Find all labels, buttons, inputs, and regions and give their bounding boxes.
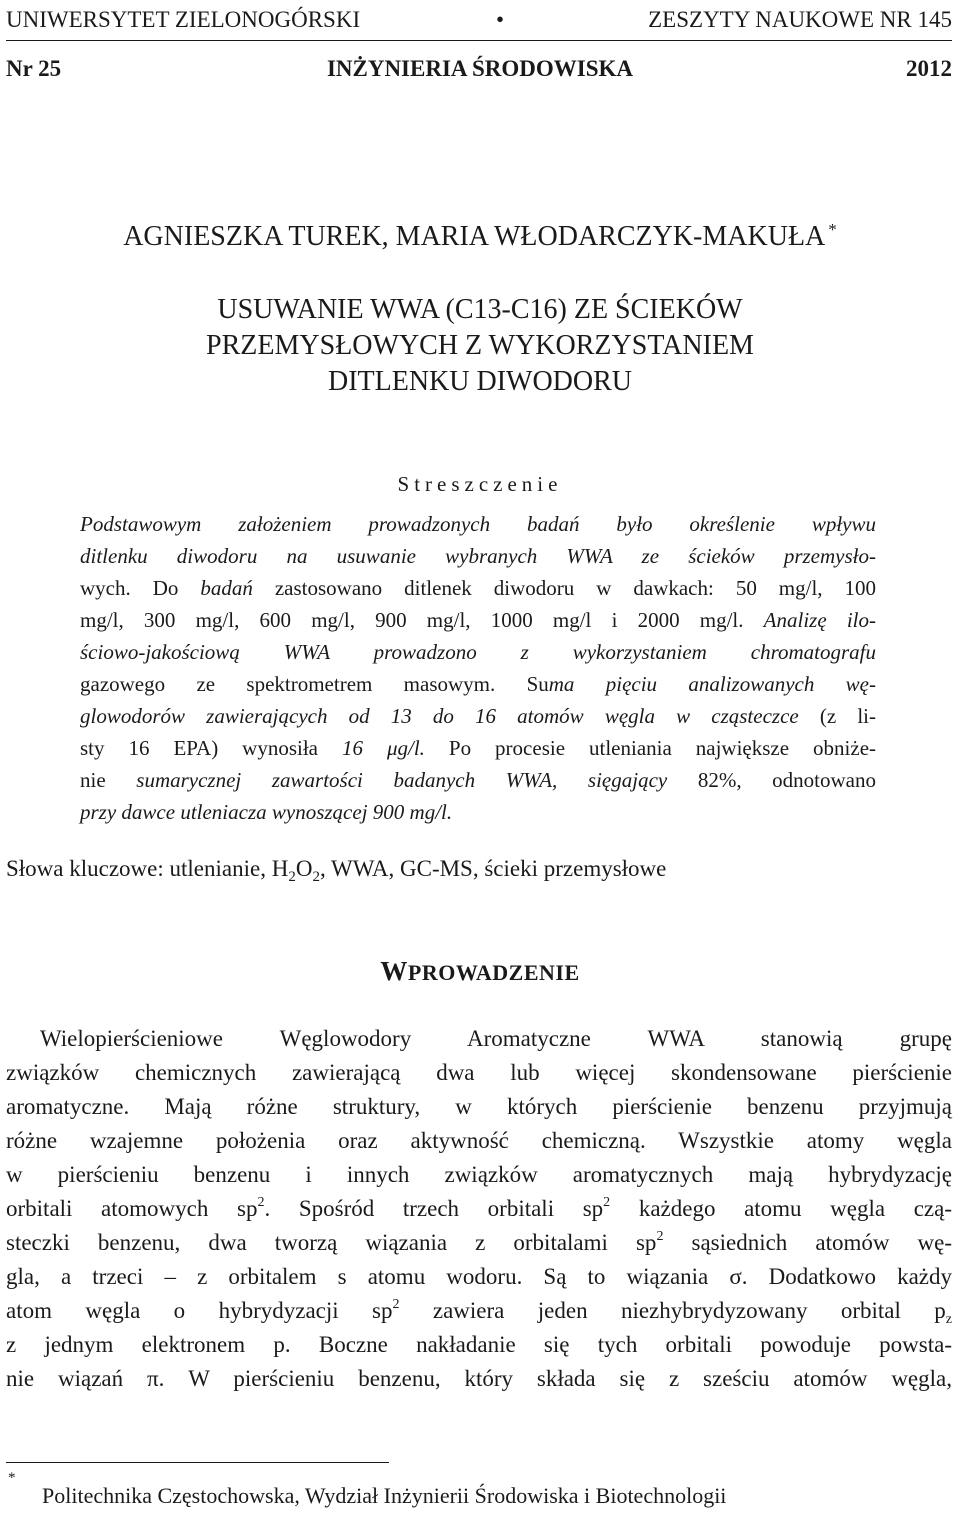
abstract-text: Po procesie utleniania największe obniże- (448, 736, 877, 760)
body-text: sąsiednich atomów wę- (691, 1230, 952, 1255)
abstract-text: (z li- (819, 704, 876, 728)
body-line (6, 1226, 952, 1264)
abstract-line: ditlenku diwodoru na usuwanie wybranych WWA ze ścieków przemysło- (80, 544, 876, 568)
abstract-line (80, 732, 876, 764)
body-line: gla, a trzeci – z orbitalem s atomu wodoru. Są to wiązania σ. Dodatkowo każdy (6, 1264, 952, 1289)
section-heading-initial: W (380, 956, 408, 986)
abstract-line (80, 764, 876, 796)
body-sup: 2 (603, 1195, 611, 1210)
body-text: orbitali atomowych sp (6, 1196, 258, 1221)
body-line: aromatyczne. Mają różne struktury, w których pierścienie benzenu przyjmują (6, 1094, 952, 1119)
authors (0, 220, 960, 257)
body-line (6, 1294, 952, 1332)
abstract-text: gazowego ze spektrometrem masowym. Su (80, 672, 549, 696)
footnote-text: Politechnika Częstochowska, Wydział Inżynierii Środowiska i Biotechnologii (42, 1483, 727, 1508)
header-year: 2012 (906, 56, 952, 81)
body-sup: 2 (392, 1297, 400, 1312)
keywords-text: , WWA, GC-MS, ścieki przemysłowe (319, 856, 667, 881)
body-line: z jednym elektronem p. Boczne nakładanie się tych orbitali powoduje powsta- (6, 1332, 952, 1357)
body-line (6, 1192, 952, 1230)
keywords-text: Słowa kluczowe: utlenianie, H (6, 856, 289, 881)
body-text: zawiera jeden niezhybrydyzowany orbital p (432, 1298, 946, 1323)
abstract-line: ściowo-jakościową WWA prowadzono z wykorzystaniem chromatografu (80, 640, 876, 664)
authors-names: AGNIESZKA TUREK, MARIA WŁODARCZYK-MAKUŁA (123, 221, 826, 252)
abstract-text: zastosowano ditlenek diwodoru w dawkach: 50 mg/l, 100 (274, 576, 877, 600)
body-text: steczki benzenu, dwa tworzą wiązania z orbitalami sp (6, 1230, 657, 1255)
abstract-text: 16 μg/l. (341, 736, 425, 760)
keywords-sub: 2 (288, 869, 296, 885)
abstract-line: Podstawowym założeniem prowadzonych badań było określenie wpływu (80, 512, 876, 536)
header-journal: ZESZYTY NAUKOWE NR 145 (648, 7, 952, 32)
keywords-text: O (295, 856, 313, 881)
body-sup: 2 (257, 1195, 265, 1210)
abstract-text: 82%, odnotowano (697, 768, 876, 792)
abstract-text: ma pięciu analizowanych wę- (548, 672, 876, 696)
abstract-line (80, 604, 876, 636)
header-issue: Nr 25 (6, 56, 62, 81)
header-section: INŻYNIERIA ŚRODOWISKA (326, 56, 634, 81)
title-line: USUWANIE WWA (C13-C16) ZE ŚCIEKÓW (217, 294, 743, 325)
body-text: atom węgla o hybrydyzacji sp (6, 1298, 393, 1323)
abstract-line: przy dawce utleniacza wynoszącej 900 mg/l. (80, 800, 453, 824)
abstract-text: wych. Do (80, 576, 179, 600)
abstract-text: glowodorów zawierających od 13 do 16 atomów węgla w cząsteczce (80, 704, 799, 728)
keywords (6, 856, 667, 885)
body-sub: z (945, 1312, 952, 1327)
abstract-text: sumarycznej zawartości badanych WWA, sięgający (136, 768, 668, 792)
abstract-line (80, 668, 876, 700)
keywords-sub: 2 (312, 869, 320, 885)
body-text: . Spośród trzech orbitali sp (264, 1196, 604, 1221)
body-text: każdego atomu węgla czą- (638, 1196, 953, 1221)
section-heading (0, 956, 960, 987)
header-bullet: • (496, 7, 505, 32)
abstract-line (80, 572, 876, 604)
body-sup: 2 (656, 1229, 664, 1244)
section-heading-rest: PROWADZENIE (407, 960, 580, 985)
abstract-text: nie (80, 768, 106, 792)
footnote-mark: * (8, 1470, 16, 1486)
header-rule (6, 40, 952, 41)
body-line: nie wiązań π. W pierścieniu benzenu, który składa się z sześciu atomów węgla, (6, 1366, 952, 1391)
body-line: w pierścieniu benzenu i innych związków aromatycznych mają hybrydyzację (6, 1162, 952, 1187)
abstract-heading: Streszczenie (397, 472, 563, 496)
title-line: PRZEMYSŁOWYCH Z WYKORZYSTANIEM (206, 330, 754, 361)
abstract-text: Analizę ilo- (763, 608, 876, 632)
authors-footnote-mark: * (828, 220, 837, 239)
abstract-text: mg/l, 300 mg/l, 600 mg/l, 900 mg/l, 1000 mg/l i 2000 mg/l. (80, 608, 744, 632)
abstract-text: sty 16 EPA) wynosiła (80, 736, 318, 760)
header-university: UNIWERSYTET ZIELONOGÓRSKI (6, 7, 361, 32)
paper-title (0, 292, 960, 400)
body-line: Wielopierścieniowe Węglowodory Aromatyczne WWA stanowią grupę (40, 1026, 952, 1051)
abstract-text: badań (200, 576, 253, 600)
body-line: różne wzajemne położenia oraz aktywność chemiczną. Wszystkie atomy węgla (6, 1128, 952, 1153)
footnote-rule (6, 1462, 389, 1463)
title-line: DITLENKU DIWODORU (327, 366, 633, 397)
abstract-line (80, 700, 876, 732)
body-line: związków chemicznych zawierającą dwa lub więcej skondensowane pierścienie (6, 1060, 952, 1085)
